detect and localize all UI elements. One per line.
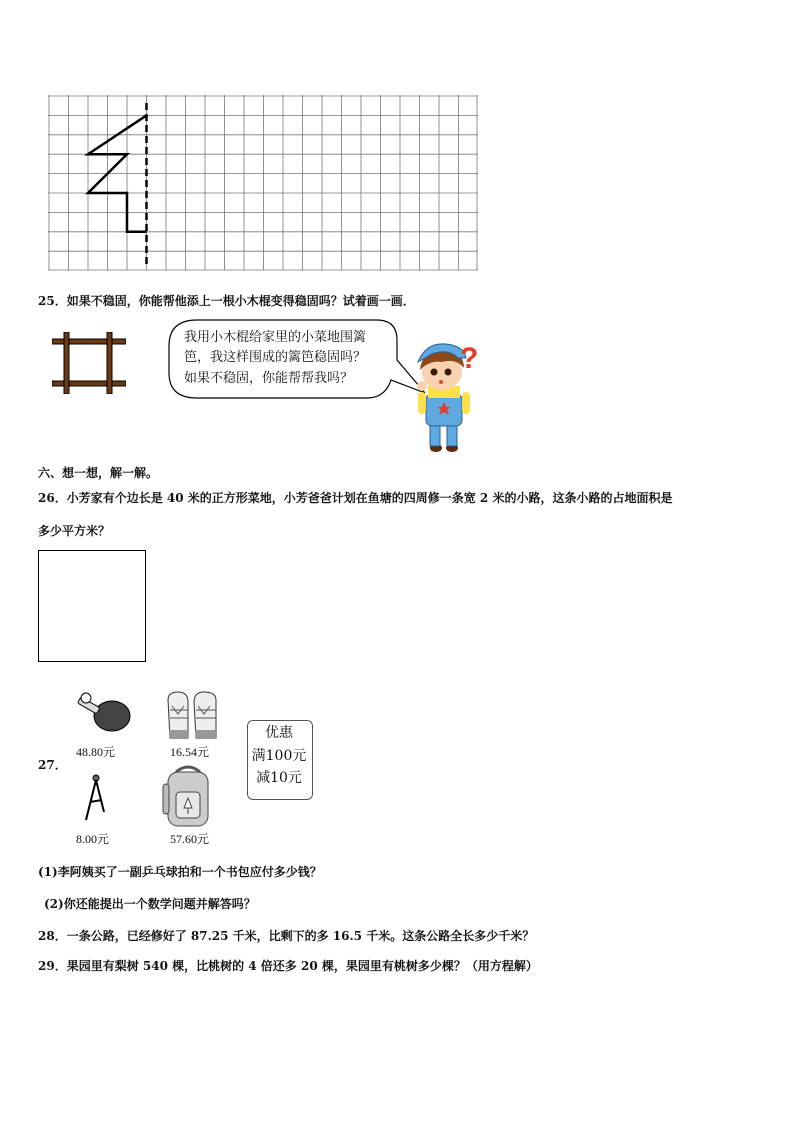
- q27-sub-1: (1)李阿姨买了一副乒乓球拍和一个书包应付多少钱？: [38, 865, 322, 879]
- q27-number: 27．: [38, 758, 67, 772]
- fence-square-icon: [52, 332, 126, 394]
- compass-icon: [80, 772, 108, 824]
- price-backpack: 57.60元: [170, 832, 210, 846]
- backpack-icon: [162, 762, 214, 828]
- q25-text: 25．如果不稳固，你能帮他添上一根小木棍变得稳固吗？试着画一画．: [38, 294, 415, 308]
- price-paddle: 48.80元: [76, 745, 116, 759]
- promo-line-2: 满100元: [251, 748, 307, 764]
- square-field: [38, 550, 146, 662]
- price-mittens: 16.54元: [170, 745, 210, 759]
- symmetry-grid: [48, 95, 478, 271]
- question-mark: ?: [460, 342, 479, 375]
- price-compass: 8.00元: [76, 832, 110, 846]
- ping-pong-paddle-icon: [76, 692, 132, 738]
- section-6-title: 六、想一想，解一解。: [38, 466, 159, 480]
- q26-line-2: 多少平方米？: [38, 524, 111, 538]
- bubble-line-3: 如果不稳固，你能帮帮我吗？: [184, 371, 354, 386]
- bubble-line-2: 笆，我这样围成的篱笆稳固吗？: [184, 350, 367, 365]
- q27-sub-2: (2)你还能提出一个数学问题并解答吗？: [44, 897, 256, 911]
- bubble-line-1: 我用小木棍给家里的小菜地围篱: [184, 330, 367, 345]
- promo-title: 优惠: [265, 725, 293, 741]
- q29-text: 29．果园里有梨树 540 棵，比桃树的 4 倍还多 20 棵，果园里有桃树多少棵？（用方程解）: [38, 959, 538, 973]
- mittens-icon: [164, 690, 220, 742]
- promo-line-3: 减10元: [256, 770, 302, 786]
- cartoon-boy-icon: [412, 340, 488, 454]
- q26-line-1: 26．小芳家有个边长是 40 米的正方形菜地，小芳爸爸计划在鱼塘的四周修一条宽 2 米的小路，这条小路的占地面积是: [38, 491, 673, 505]
- q28-text: 28．一条公路，已经修好了 87.25 千米，比剩下的多 16.5 千米。这条公路全长多少千米？: [38, 929, 535, 943]
